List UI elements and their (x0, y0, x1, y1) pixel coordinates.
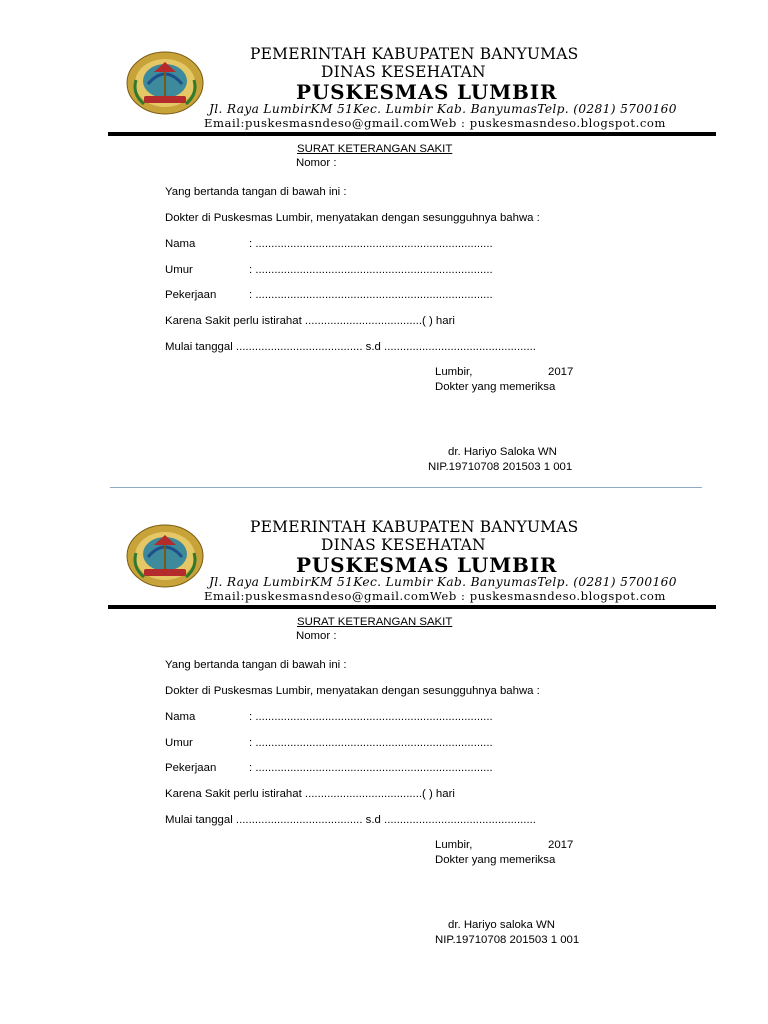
sick-certificate-form-1 (0, 0, 768, 473)
start-date-line: Mulai tanggal ........................................ s.d ................................................ (165, 814, 536, 826)
address-line: Jl. Raya LumbirKM 51Kec. Lumbir Kab. BanyumasTelp. (0281) 5700160 (209, 102, 677, 116)
field-value-name: : ........................................................................... (249, 711, 493, 723)
institution-name: PUSKESMAS LUMBIR (296, 553, 558, 577)
field-label-age: Umur (165, 264, 193, 276)
header-divider (108, 132, 716, 136)
sick-leave-line: Karena Sakit perlu istirahat .....................................( ) hari (165, 788, 455, 800)
document-title: SURAT KETERANGAN SAKIT (297, 143, 453, 155)
document-title: SURAT KETERANGAN SAKIT (297, 616, 453, 628)
intro-text: Yang bertanda tangan di bawah ini : (165, 659, 347, 671)
contact-line: Email:puskesmasndeso@gmail.comWeb : puskesmasndeso.blogspot.com (204, 589, 666, 603)
department-name: DINAS KESEHATAN (321, 63, 486, 81)
field-label-name: Nama (165, 711, 196, 723)
field-value-occupation: : ........................................................................... (249, 289, 493, 301)
field-label-occupation: Pekerjaan (165, 762, 217, 774)
examiner-label: Dokter yang memeriksa (435, 381, 556, 393)
doctor-nip: NIP.19710708 201503 1 001 (435, 934, 580, 946)
regency-emblem-icon (124, 50, 206, 116)
document-number: Nomor : (296, 157, 337, 169)
government-name: PEMERINTAH KABUPATEN BANYUMAS (250, 45, 579, 63)
field-value-name: : ........................................................................... (249, 238, 493, 250)
government-name: PEMERINTAH KABUPATEN BANYUMAS (250, 518, 579, 536)
signing-year: 2017 (548, 366, 574, 378)
field-value-age: : ........................................................................... (249, 737, 493, 749)
signing-year: 2017 (548, 839, 574, 851)
field-value-occupation: : ........................................................................... (249, 762, 493, 774)
field-value-age: : ........................................................................... (249, 264, 493, 276)
field-label-age: Umur (165, 737, 193, 749)
examiner-label: Dokter yang memeriksa (435, 854, 556, 866)
department-name: DINAS KESEHATAN (321, 536, 486, 554)
start-date-line: Mulai tanggal ........................................ s.d ................................................ (165, 341, 536, 353)
intro-text: Yang bertanda tangan di bawah ini : (165, 186, 347, 198)
header-divider (108, 605, 716, 609)
contact-line: Email:puskesmasndeso@gmail.comWeb : puskesmasndeso.blogspot.com (204, 116, 666, 130)
field-label-name: Nama (165, 238, 196, 250)
sick-leave-line: Karena Sakit perlu istirahat .....................................( ) hari (165, 315, 455, 327)
sick-certificate-form-2 (0, 473, 768, 946)
signing-place: Lumbir, (435, 366, 473, 378)
statement-text: Dokter di Puskesmas Lumbir, menyatakan dengan sesungguhnya bahwa : (165, 212, 540, 224)
doctor-name: dr. Hariyo Saloka WN (448, 446, 557, 458)
address-line: Jl. Raya LumbirKM 51Kec. Lumbir Kab. BanyumasTelp. (0281) 5700160 (209, 575, 677, 589)
document-number: Nomor : (296, 630, 337, 642)
field-label-occupation: Pekerjaan (165, 289, 217, 301)
regency-emblem-icon (124, 523, 206, 589)
doctor-name: dr. Hariyo saloka WN (448, 919, 555, 931)
signing-place: Lumbir, (435, 839, 473, 851)
doctor-nip: NIP.19710708 201503 1 001 (428, 461, 573, 473)
institution-name: PUSKESMAS LUMBIR (296, 80, 558, 104)
statement-text: Dokter di Puskesmas Lumbir, menyatakan dengan sesungguhnya bahwa : (165, 685, 540, 697)
